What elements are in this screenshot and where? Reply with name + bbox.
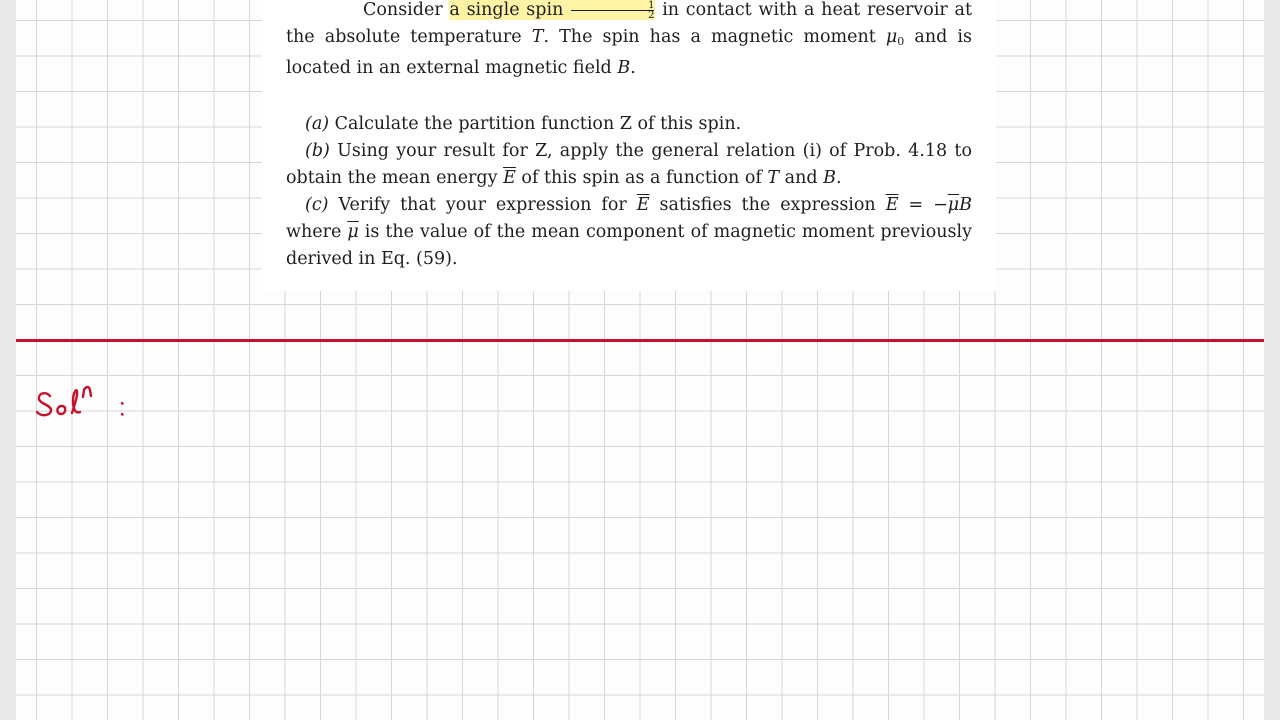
- red-divider-line: [16, 339, 1264, 342]
- highlight-words: a single spin: [449, 0, 571, 20]
- part-c-where: where: [286, 222, 348, 242]
- symbol-E-bar: $\overline{E}$: [636, 195, 650, 215]
- symbol-mu-bar: $\overline{\mu}$: [947, 195, 960, 215]
- fraction-numerator: 1: [571, 1, 654, 11]
- part-c: [286, 192, 972, 273]
- part-b-text-2: of this spin as a function of: [515, 168, 768, 188]
- equals-minus: = −: [898, 195, 948, 215]
- right-margin: [1264, 0, 1280, 720]
- part-a: [286, 111, 972, 138]
- part-b-and: and: [779, 168, 824, 188]
- fraction-one-half: [571, 1, 654, 20]
- symbol-mu-bar: $\overline{\mu}$: [347, 222, 359, 242]
- part-b: [286, 138, 972, 192]
- part-c-label: (c): [305, 195, 329, 215]
- part-c-text-2: satisfies the expression: [649, 195, 886, 215]
- intro-text-3: and is located in an external magnetic field: [286, 27, 972, 78]
- part-c-text-1: Verify that your expression for: [328, 195, 637, 215]
- paragraph-gap: [286, 82, 972, 111]
- symbol-B: B: [617, 58, 631, 78]
- handwritten-solution-label: [36, 384, 136, 424]
- symbol-T: T: [767, 168, 780, 188]
- symbol-E-bar: $\overline{E}$: [885, 195, 899, 215]
- intro-end: .: [630, 58, 636, 78]
- fraction-denominator: 2: [648, 10, 655, 21]
- part-c-text-3: is the value of the mean component of magnetic moment previously derived in Eq. (59).: [286, 222, 972, 269]
- part-b-label: (b): [305, 141, 330, 161]
- symbol-mu-subscript: 0: [897, 35, 905, 48]
- symbol-E-bar: $\overline{E}$: [503, 168, 516, 188]
- symbol-B: B: [959, 195, 973, 215]
- intro-lead: Consider: [363, 0, 450, 20]
- intro-text-1: in contact with a heat reservoir at the absolute temperature: [286, 0, 972, 47]
- symbol-T: T: [531, 27, 544, 47]
- highlighted-text: [449, 0, 655, 20]
- left-margin: [0, 0, 16, 720]
- part-b-text-1: Using your result for Z, apply the general relation (i) of Prob. 4.18 to obtain the mean energy: [286, 141, 972, 188]
- problem-statement-card: [262, 0, 996, 291]
- part-b-end: .: [836, 168, 842, 188]
- symbol-mu: μ: [885, 27, 898, 47]
- part-a-text: Calculate the partition function Z of this spin.: [329, 114, 742, 134]
- part-a-label: (a): [305, 114, 330, 134]
- intro-text-2: . The spin has a magnetic moment: [543, 27, 886, 47]
- symbol-B: B: [823, 168, 837, 188]
- problem-intro: [286, 0, 972, 82]
